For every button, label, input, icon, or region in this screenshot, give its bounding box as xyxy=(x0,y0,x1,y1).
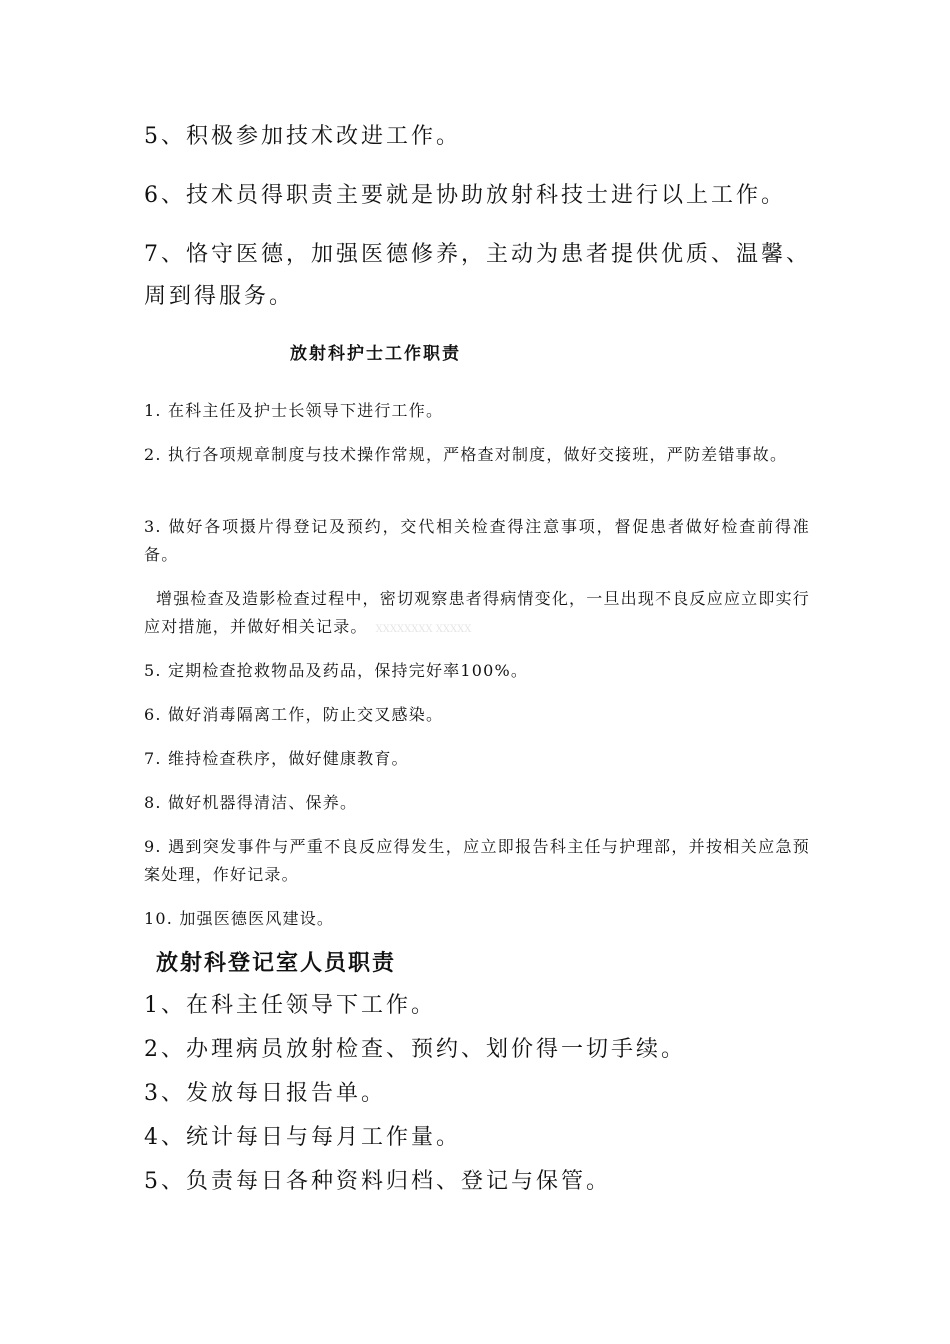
nurse-duty-item-6: 6. 做好消毒隔离工作，防止交叉感染。 xyxy=(144,705,444,724)
faint-watermark-text: XXXXXXXX XXXXX xyxy=(375,624,472,635)
nurse-duty-item-3: 3. 做好各项摄片得登记及预约，交代相关检查得注意事项，督促患者做好检查前得准备。 xyxy=(144,517,810,564)
nurse-duty-item-1: 1. 在科主任及护士长领导下进行工作。 xyxy=(144,401,444,420)
registration-duty-item-5: 5、负责每日各种资料归档、登记与保管。 xyxy=(144,1169,611,1194)
nurse-duty-item-4 xyxy=(144,585,810,644)
nurse-duty-item-8: 8. 做好机器得清洁、保养。 xyxy=(144,793,358,812)
tech-duty-item-7: 7、恪守医德，加强医德修养，主动为患者提供优质、温馨、周到得服务。 xyxy=(144,242,811,309)
nurse-duty-item-7: 7. 维持检查秩序，做好健康教育。 xyxy=(144,749,409,768)
registration-duty-item-3: 3、发放每日报告单。 xyxy=(144,1081,386,1106)
nurse-duty-item-5: 5. 定期检查抢救物品及药品，保持完好率100%。 xyxy=(144,661,529,680)
registration-duty-item-2: 2、办理病员放射检查、预约、划价得一切手续。 xyxy=(144,1037,686,1062)
tech-duty-item-5: 5、积极参加技术改进工作。 xyxy=(144,124,461,149)
nurse-duty-item-4-text: 增强检查及造影检查过程中，密切观察患者得病情变化，一旦出现不良反应应立即实行应对措施，并做好相关记录。 xyxy=(144,589,810,636)
registration-duty-item-4: 4、统计每日与每月工作量。 xyxy=(144,1125,461,1150)
tech-duty-item-6: 6、技术员得职责主要就是协助放射科技士进行以上工作。 xyxy=(144,183,786,208)
nurse-duty-item-10: 10. 加强医德医风建设。 xyxy=(144,909,335,928)
registration-duty-item-1: 1、在科主任领导下工作。 xyxy=(144,993,436,1018)
nurse-section-title: 放射科护士工作职责 xyxy=(290,344,461,364)
nurse-duty-item-9: 9. 遇到突发事件与严重不良反应得发生，应立即报告科主任与护理部，并按相关应急预案处理，作好记录。 xyxy=(144,837,810,884)
registration-section-title: 放射科登记室人员职责 xyxy=(156,950,397,976)
nurse-duty-item-2: 2. 执行各项规章制度与技术操作常规，严格查对制度，做好交接班，严防差错事故。 xyxy=(144,445,788,464)
